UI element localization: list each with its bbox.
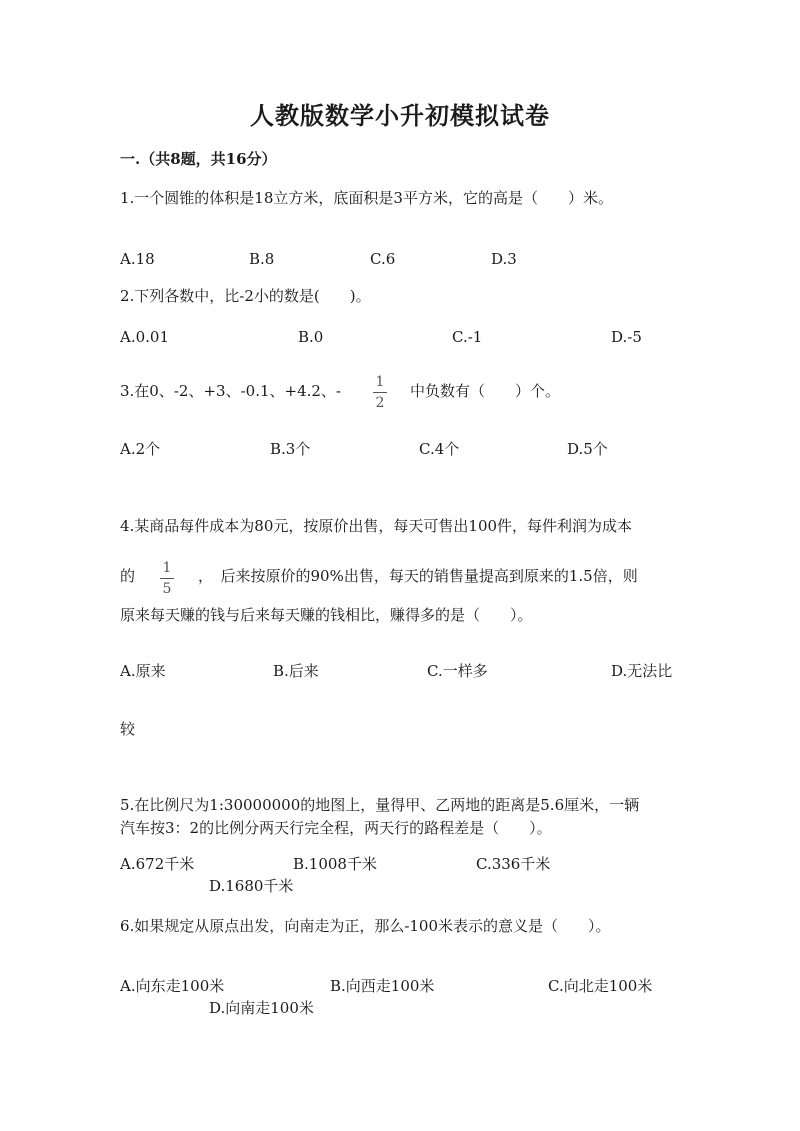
question-6-text: 6.如果规定从原点出发，向南走为正，那么-100米表示的意义是（ ）。 [120,917,611,935]
question-5-line-2: 汽车按3：2的比例分两天行完全程，两天行的路程差是（ ）。 [120,819,552,837]
fraction-numerator: 1 [375,374,385,390]
fraction-bar [373,392,387,393]
question-5-line-1: 5.在比例尺为1:30000000的地图上，量得甲、乙两地的距离是5.6厘米，一辆 [120,796,640,814]
q4-option-c: C.一样多 [427,662,488,680]
q4-option-a: A.原来 [120,662,166,680]
q3-option-a: A.2个 [120,440,161,458]
question-3-text-end: 中负数有（ ）个。 [410,382,561,400]
section-heading: 一.（共8题，共16分） [120,150,277,168]
fraction-one-fifth [160,560,174,597]
fraction-numerator: 1 [162,560,172,576]
q4-option-d: D.无法比 [611,662,673,680]
q2-option-d: D.-5 [611,328,642,346]
q3-option-c: C.4个 [419,440,460,458]
q5-option-c: C.336千米 [476,855,551,873]
q6-option-a: A.向东走100米 [120,977,225,995]
q6-option-b: B.向西走100米 [330,977,435,995]
question-4-line-2-start: 的 [120,567,136,585]
exam-title: 人教版数学小升初模拟试卷 [250,101,550,130]
q2-option-b: B.0 [298,328,324,346]
q6-option-c: C.向北走100米 [548,977,653,995]
q5-option-b: B.1008千米 [293,855,377,873]
q4-option-b: B.后来 [273,662,319,680]
fraction-one-half [373,374,387,411]
fraction-bar [160,578,174,579]
q1-option-a: A.18 [120,250,155,268]
q5-option-d: D.1680千米 [209,877,294,895]
q1-option-c: C.6 [370,250,396,268]
q5-option-a: A.672千米 [120,855,195,873]
q1-option-d: D.3 [491,250,517,268]
q3-option-d: D.5个 [567,440,608,458]
question-4-line-1: 4.某商品每件成本为80元，按原价出售，每天可售出100件，每件利润为成本 [120,517,633,535]
q1-option-b: B.8 [249,250,275,268]
q4-option-d-wrap: 较 [120,720,136,738]
question-2-text: 2.下列各数中，比-2小的数是( )。 [120,287,371,305]
q6-option-d: D.向南走100米 [209,999,314,1017]
fraction-denominator: 5 [162,581,172,597]
fraction-denominator: 2 [375,395,385,411]
question-4-line-2-end: ， 后来按原价的90%出售，每天的销售量提高到原来的1.5倍，则 [198,567,638,585]
q2-option-c: C.-1 [452,328,483,346]
q3-option-b: B.3个 [270,440,311,458]
question-1-text: 1.一个圆锥的体积是18立方米，底面积是3平方米，它的高是（ ）米。 [120,189,613,207]
q2-option-a: A.0.01 [120,328,169,346]
question-4-line-3: 原来每天赚的钱与后来每天赚的钱相比，赚得多的是（ ）。 [120,606,533,624]
question-3-text: 3.在0、-2、+3、-0.1、+4.2、- [120,382,341,400]
